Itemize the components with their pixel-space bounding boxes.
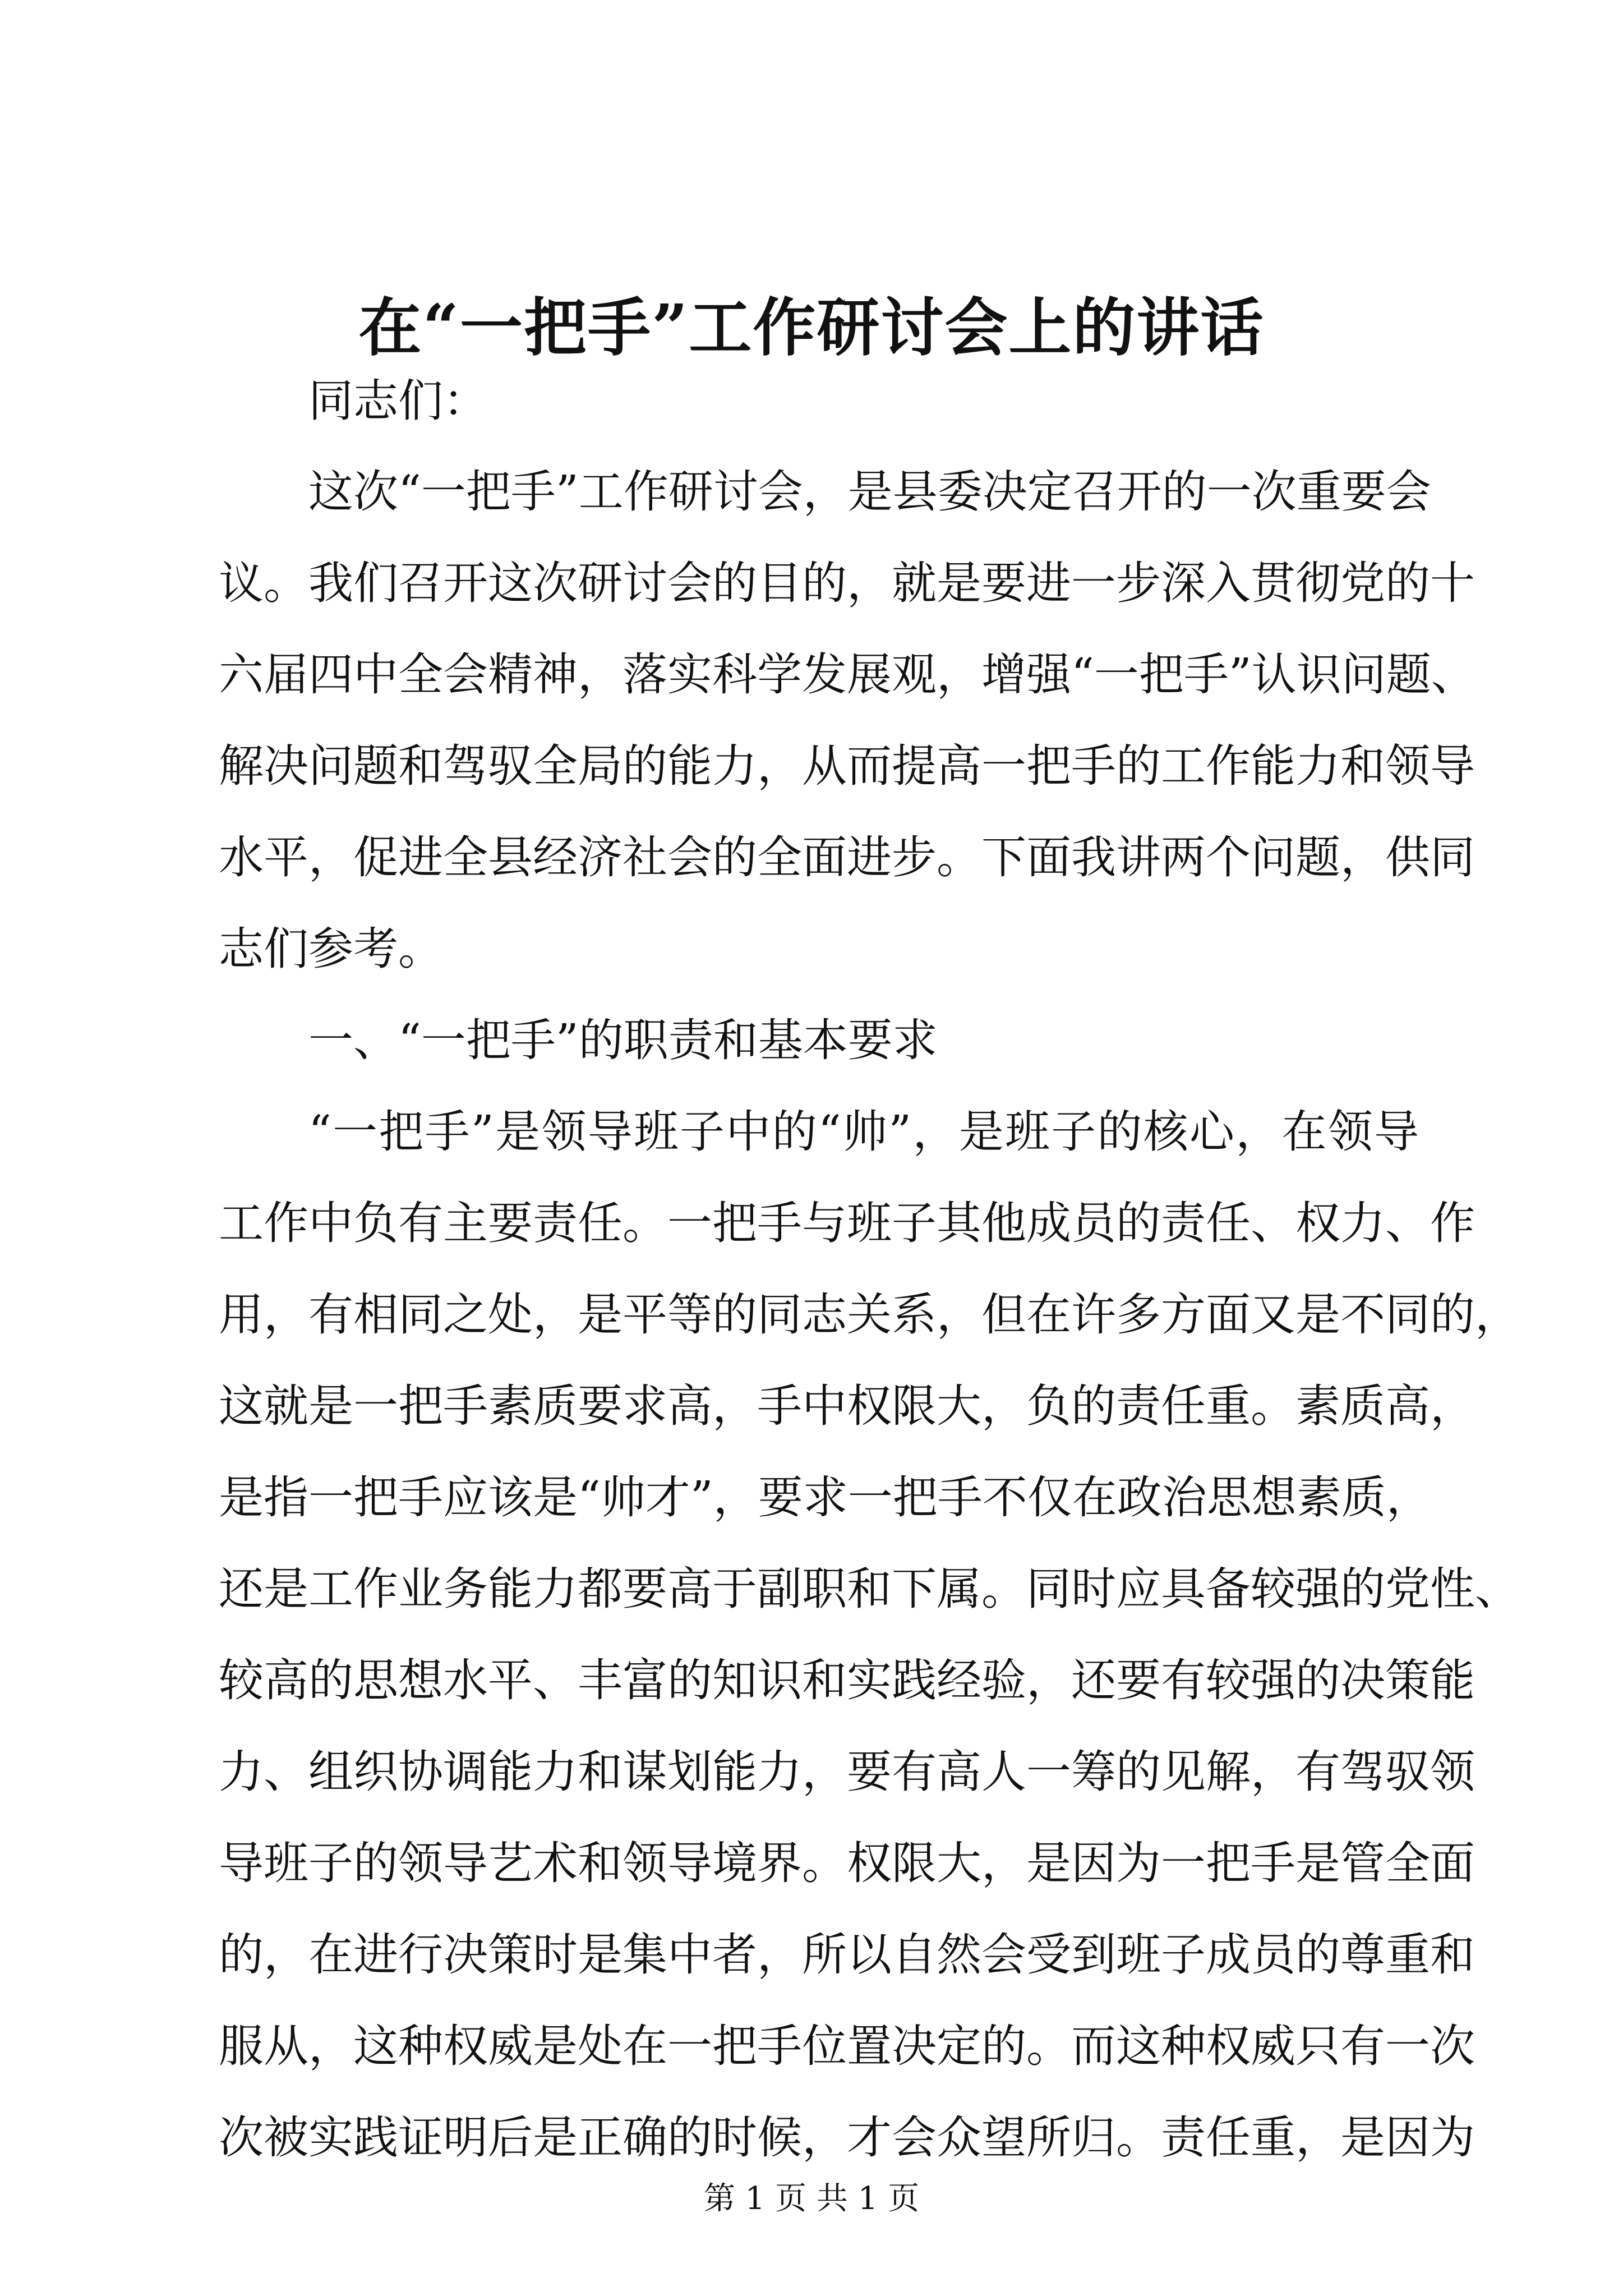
body-line: 水平，促进全县经济社会的全面进步。下面我讲两个问题，供同	[219, 831, 1475, 884]
body-line: 解决问题和驾驭全局的能力，从而提高一把手的工作能力和领导	[219, 740, 1475, 792]
body-line: 还是工作业务能力都要高于副职和下属。同时应具备较强的党性、	[219, 1563, 1520, 1615]
body-line: 这次“一把手”工作研讨会，是县委决定召开的一次重要会	[308, 466, 1431, 518]
section-heading: 一、“一把手”的职责和基本要求	[308, 1014, 938, 1066]
body-line: 工作中负有主要责任。一把手与班子其他成员的责任、权力、作	[219, 1197, 1475, 1249]
page-footer: 第 1 页 共 1 页	[703, 2180, 920, 2217]
body-line: 用，有相同之处，是平等的同志关系，但在许多方面又是不同的，	[219, 1289, 1520, 1341]
body-line: 导班子的领导艺术和领导境界。权限大，是因为一把手是管全面	[219, 1837, 1475, 1889]
body-line: 次被实践证明后是正确的时候，才会众望所归。责任重，是因为	[219, 2111, 1475, 2164]
body-line: 志们参考。	[219, 923, 443, 975]
body-line: 较高的思想水平、丰富的知识和实践经验，还要有较强的决策能	[219, 1654, 1475, 1706]
body-line: “一把手”是领导班子中的“帅”，是班子的核心，在领导	[308, 1106, 1419, 1158]
body-line: 是指一把手应该是“帅才”，要求一把手不仅在政治思想素质，	[219, 1471, 1431, 1524]
body-line: 这就是一把手素质要求高，手中权限大，负的责任重。素质高，	[219, 1380, 1475, 1432]
salutation: 同志们：	[308, 375, 488, 427]
body-line: 六届四中全会精神，落实科学发展观，增强“一把手”认识问题、	[219, 648, 1476, 701]
body-line: 服从，这种权威是处在一把手位置决定的。而这种权威只有一次	[219, 2020, 1475, 2072]
page-title: 在“一把手”工作研讨会上的讲话	[358, 291, 1265, 365]
body-line: 力、组织协调能力和谋划能力，要有高人一筹的见解，有驾驭领	[219, 1746, 1475, 1798]
body-line: 议。我们召开这次研讨会的目的，就是要进一步深入贯彻党的十	[219, 557, 1475, 609]
body-line: 的，在进行决策时是集中者，所以自然会受到班子成员的尊重和	[219, 1929, 1475, 1981]
